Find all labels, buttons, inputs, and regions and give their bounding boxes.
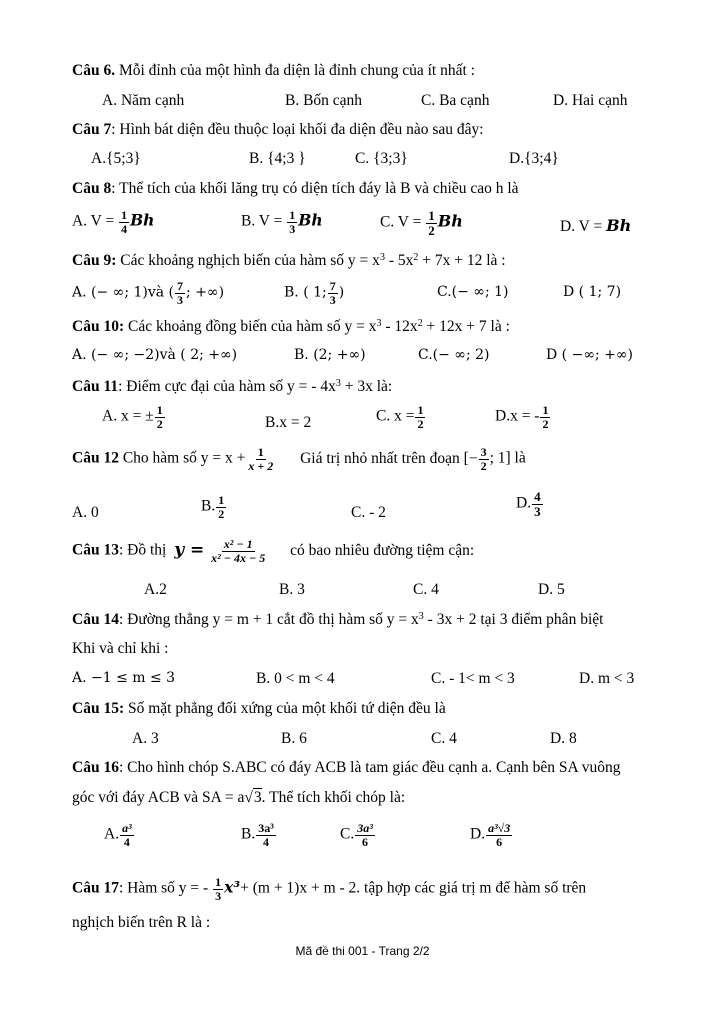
q16-label: Câu 16 xyxy=(72,759,119,776)
q11-option-c: C. x = $\frac{1}{2}$ xyxy=(376,403,424,431)
q16-option-d: D. $\frac{\text{a³√3}}{6}$ xyxy=(470,821,511,849)
q17-text: : Hàm số y = - xyxy=(118,879,209,897)
q8-c-fraction: $\frac{1}{2}$ xyxy=(428,208,435,238)
q16-b-fraction: $\frac{\text{3a³}}{4}$ xyxy=(258,821,274,849)
q9-option-b: B. ( 1; $\frac{7}{3}$ ) xyxy=(284,279,345,307)
q13-text: : Đồ thị xyxy=(118,541,167,559)
q14-option-d: D. m < 3 xyxy=(579,670,635,687)
q12-b-fraction: $\frac{1}{2}$ xyxy=(218,493,225,521)
q8-text: : Thể tích của khối lăng trụ có diện tích đáy là B và chiều cao h là xyxy=(111,180,519,197)
question-13: Câu 13: Đồ thị y = $\frac{\text{x² − 1}}{\text{x² − 4x − 5}}$ có bao nhiêu đường tiệm cận: xyxy=(72,537,475,565)
q7-text: : Hình bát diện đều thuộc loại khối đa diện đều nào sau đây: xyxy=(111,121,484,138)
q11-a-fraction: $\frac{1}{2}$ xyxy=(156,403,163,431)
q8-b-prefix: B. V = xyxy=(241,212,283,230)
q10-option-b: B. (2; +∞) xyxy=(294,347,366,363)
q14-option-a: A. −1 ≤ m ≤ 3 xyxy=(72,670,176,686)
q7-option-b: B. {4;3 } xyxy=(249,150,306,167)
question-9: Câu 9: Các khoảng nghịch biến của hàm số $y = x^3 - 5x^2 + 7x + 12$ là : xyxy=(72,252,506,269)
question-10: Câu 10: Các khoảng đồng biến của hàm số $y = x^3 - 12x^2 + 12x + 7$ là : xyxy=(72,318,510,335)
q13-label: Câu 13 xyxy=(72,541,119,559)
q9-b-fraction: $\frac{7}{3}$ xyxy=(329,279,336,307)
q6-option-a: A. Năm cạnh xyxy=(102,92,185,109)
q10-option-d: D ( −∞; +∞) xyxy=(546,347,634,363)
q15-option-b: B. 6 xyxy=(281,730,307,747)
q13-option-d: D. 5 xyxy=(538,581,565,598)
q7-option-d: D.{3;4} xyxy=(509,150,559,167)
question-8 xyxy=(72,180,519,198)
q12-option-c: C. - 2 xyxy=(351,504,386,521)
q6-option-b: B. Bốn cạnh xyxy=(285,92,363,109)
q6-label: Câu 6. xyxy=(72,62,116,79)
q16-option-c: C. $\frac{\text{3a³}}{6}$ xyxy=(340,821,373,849)
q8-c-bh: Bh xyxy=(437,211,463,231)
q8-option-d xyxy=(560,216,631,236)
q15-option-d: D. 8 xyxy=(550,730,577,747)
q12-function-fraction: $\frac{1}{x + 2}$ xyxy=(248,445,274,473)
q8-b-fraction: $\frac{1}{3}$ xyxy=(289,208,296,236)
question-17: Câu 17: Hàm số y = - $\frac{1}{3}$ x³+ (m + 1)x + m - 2. tập hợp các giá trị m để hàm số trên xyxy=(72,875,587,903)
q16-line2: góc với đáy ACB và SA = a√3. Thể tích khối chóp là: xyxy=(72,789,406,806)
q13-fraction: $\frac{\text{x² − 1}}{\text{x² − 4x − 5}}$ xyxy=(211,537,266,565)
question-11: Câu 11: Điểm cực đại của hàm số y = - $4x^3 + 3x$ là: xyxy=(72,378,393,395)
q16-d-fraction: $\frac{\text{a³√3}}{6}$ xyxy=(488,821,511,849)
question-12: Câu 12 Cho hàm số y = x + $\frac{1}{x + 2}$ Giá trị nhỏ nhất trên đoạn [− $\frac{3}{2}$ ; 1] là xyxy=(72,445,526,473)
q6-option-d: D. Hai cạnh xyxy=(553,92,628,109)
q9-label: Câu 9: xyxy=(72,252,117,269)
q14-text: : Đường thẳng y = m + 1 cắt đồ thị hàm số y = x xyxy=(118,611,419,628)
q12-text: Cho hàm số y = x + xyxy=(122,449,246,467)
question-14: Câu 14: Đường thẳng y = m + 1 cắt đồ thị hàm số $y = x^3 - 3x + 2$ tại 3 điểm phân biệt xyxy=(72,611,604,628)
q11-d-fraction: $\frac{1}{2}$ xyxy=(542,403,549,431)
q16-a-fraction: $\frac{\text{a³}}{4}$ xyxy=(122,821,132,849)
q9-a-fraction: $\frac{7}{3}$ xyxy=(177,279,184,307)
q8-option-a xyxy=(72,209,154,235)
q6-option-c: C. Ba cạnh xyxy=(421,92,490,109)
page-footer: Mã đề thi 001 - Trang 2/2 xyxy=(295,944,430,958)
q11-option-b: B.x = 2 xyxy=(265,414,312,431)
q16-text: : Cho hình chóp S.ABC có đáy ACB là tam giác đều cạnh a. Cạnh bên SA vuông xyxy=(118,759,621,776)
q10-label: Câu 10: xyxy=(72,318,125,335)
q8-a-prefix: A. V = xyxy=(72,212,115,230)
q8-d-bh: Bh xyxy=(606,216,632,235)
q10-text: Các khoảng đồng biến của hàm số y = x xyxy=(127,318,377,335)
q14-line2: Khi và chỉ khi : xyxy=(72,640,169,657)
q12-label: Câu 12 xyxy=(72,449,119,467)
q8-c-prefix: C. V = xyxy=(380,213,422,231)
q17-x3: x³ xyxy=(224,877,241,897)
q12-option-a: A. 0 xyxy=(72,504,99,521)
q7-option-c: C. {3;3} xyxy=(355,150,408,167)
q8-a-fraction: $\frac{1}{4}$ xyxy=(121,208,128,236)
q17-label: Câu 17 xyxy=(72,879,119,897)
q13-option-b: B. 3 xyxy=(279,581,305,598)
q8-a-bh: Bh xyxy=(130,210,155,230)
q9-option-a: A. (− ∞; 1)và ( $\frac{7}{3}$ ; +∞) xyxy=(72,279,225,307)
q13-option-a: A.2 xyxy=(144,581,167,598)
q9-option-c: C.(− ∞; 1) xyxy=(437,284,509,300)
q15-option-a: A. 3 xyxy=(132,730,159,747)
q7-label: Câu 7 xyxy=(72,121,112,138)
q13-option-c: C. 4 xyxy=(413,581,439,598)
q10-option-c: C.(− ∞; 2) xyxy=(418,347,490,363)
q8-option-c xyxy=(380,209,463,237)
q11-c-fraction: $\frac{1}{2}$ xyxy=(417,403,424,431)
question-7 xyxy=(72,121,484,139)
question-6 xyxy=(72,62,475,80)
question-15 xyxy=(72,700,446,718)
q15-label: Câu 15: xyxy=(72,700,125,717)
q8-option-b xyxy=(241,209,323,235)
q14-option-b: B. 0 < m < 4 xyxy=(256,670,335,687)
q15-text: Số mặt phẳng đối xứng của một khối tứ diện đều là xyxy=(127,700,446,717)
q11-option-d: D.x = - $\frac{1}{2}$ xyxy=(495,403,549,431)
q16-c-fraction: $\frac{\text{3a³}}{6}$ xyxy=(357,821,373,849)
q8-b-bh: Bh xyxy=(298,210,323,230)
q16-option-a: A. $\frac{\text{a³}}{4}$ xyxy=(104,821,132,849)
q11-text: : Điểm cực đại của hàm số y = - 4x xyxy=(118,378,336,395)
q9-text: Các khoảng nghịch biến của hàm số y = x xyxy=(120,252,380,269)
q8-label: Câu 8 xyxy=(72,180,112,197)
q14-option-c: C. - 1< m < 3 xyxy=(431,670,515,687)
q17-line2: nghịch biến trên R là : xyxy=(72,914,211,931)
q6-text: Mỗi đỉnh của một hình đa diện là đỉnh chung của ít nhất : xyxy=(118,62,475,79)
q12-d-fraction: $\frac{4}{3}$ xyxy=(534,489,541,519)
q15-option-c: C. 4 xyxy=(431,730,457,747)
q13-y: y = xyxy=(174,539,205,560)
q17-fraction: $\frac{1}{3}$ xyxy=(215,875,222,903)
q12-option-b: B. $\frac{1}{2}$ xyxy=(201,493,225,521)
q14-label: Câu 14 xyxy=(72,611,119,628)
q11-label: Câu 11 xyxy=(72,378,119,395)
q8-d-prefix: D. V = xyxy=(560,218,603,235)
q7-option-a: A.{5;3} xyxy=(91,150,141,167)
q12-range-fraction: $\frac{3}{2}$ xyxy=(480,445,487,473)
q11-option-a: A. x = ± $\frac{1}{2}$ xyxy=(102,403,163,431)
q12-option-d: D. $\frac{4}{3}$ xyxy=(516,489,541,519)
question-16 xyxy=(72,759,621,777)
q10-option-a: A. (− ∞; −2)và ( 2; +∞) xyxy=(72,347,238,363)
q16-option-b: B. $\frac{\text{3a³}}{4}$ xyxy=(241,821,274,849)
q9-option-d: D ( 1; 7) xyxy=(563,284,622,300)
